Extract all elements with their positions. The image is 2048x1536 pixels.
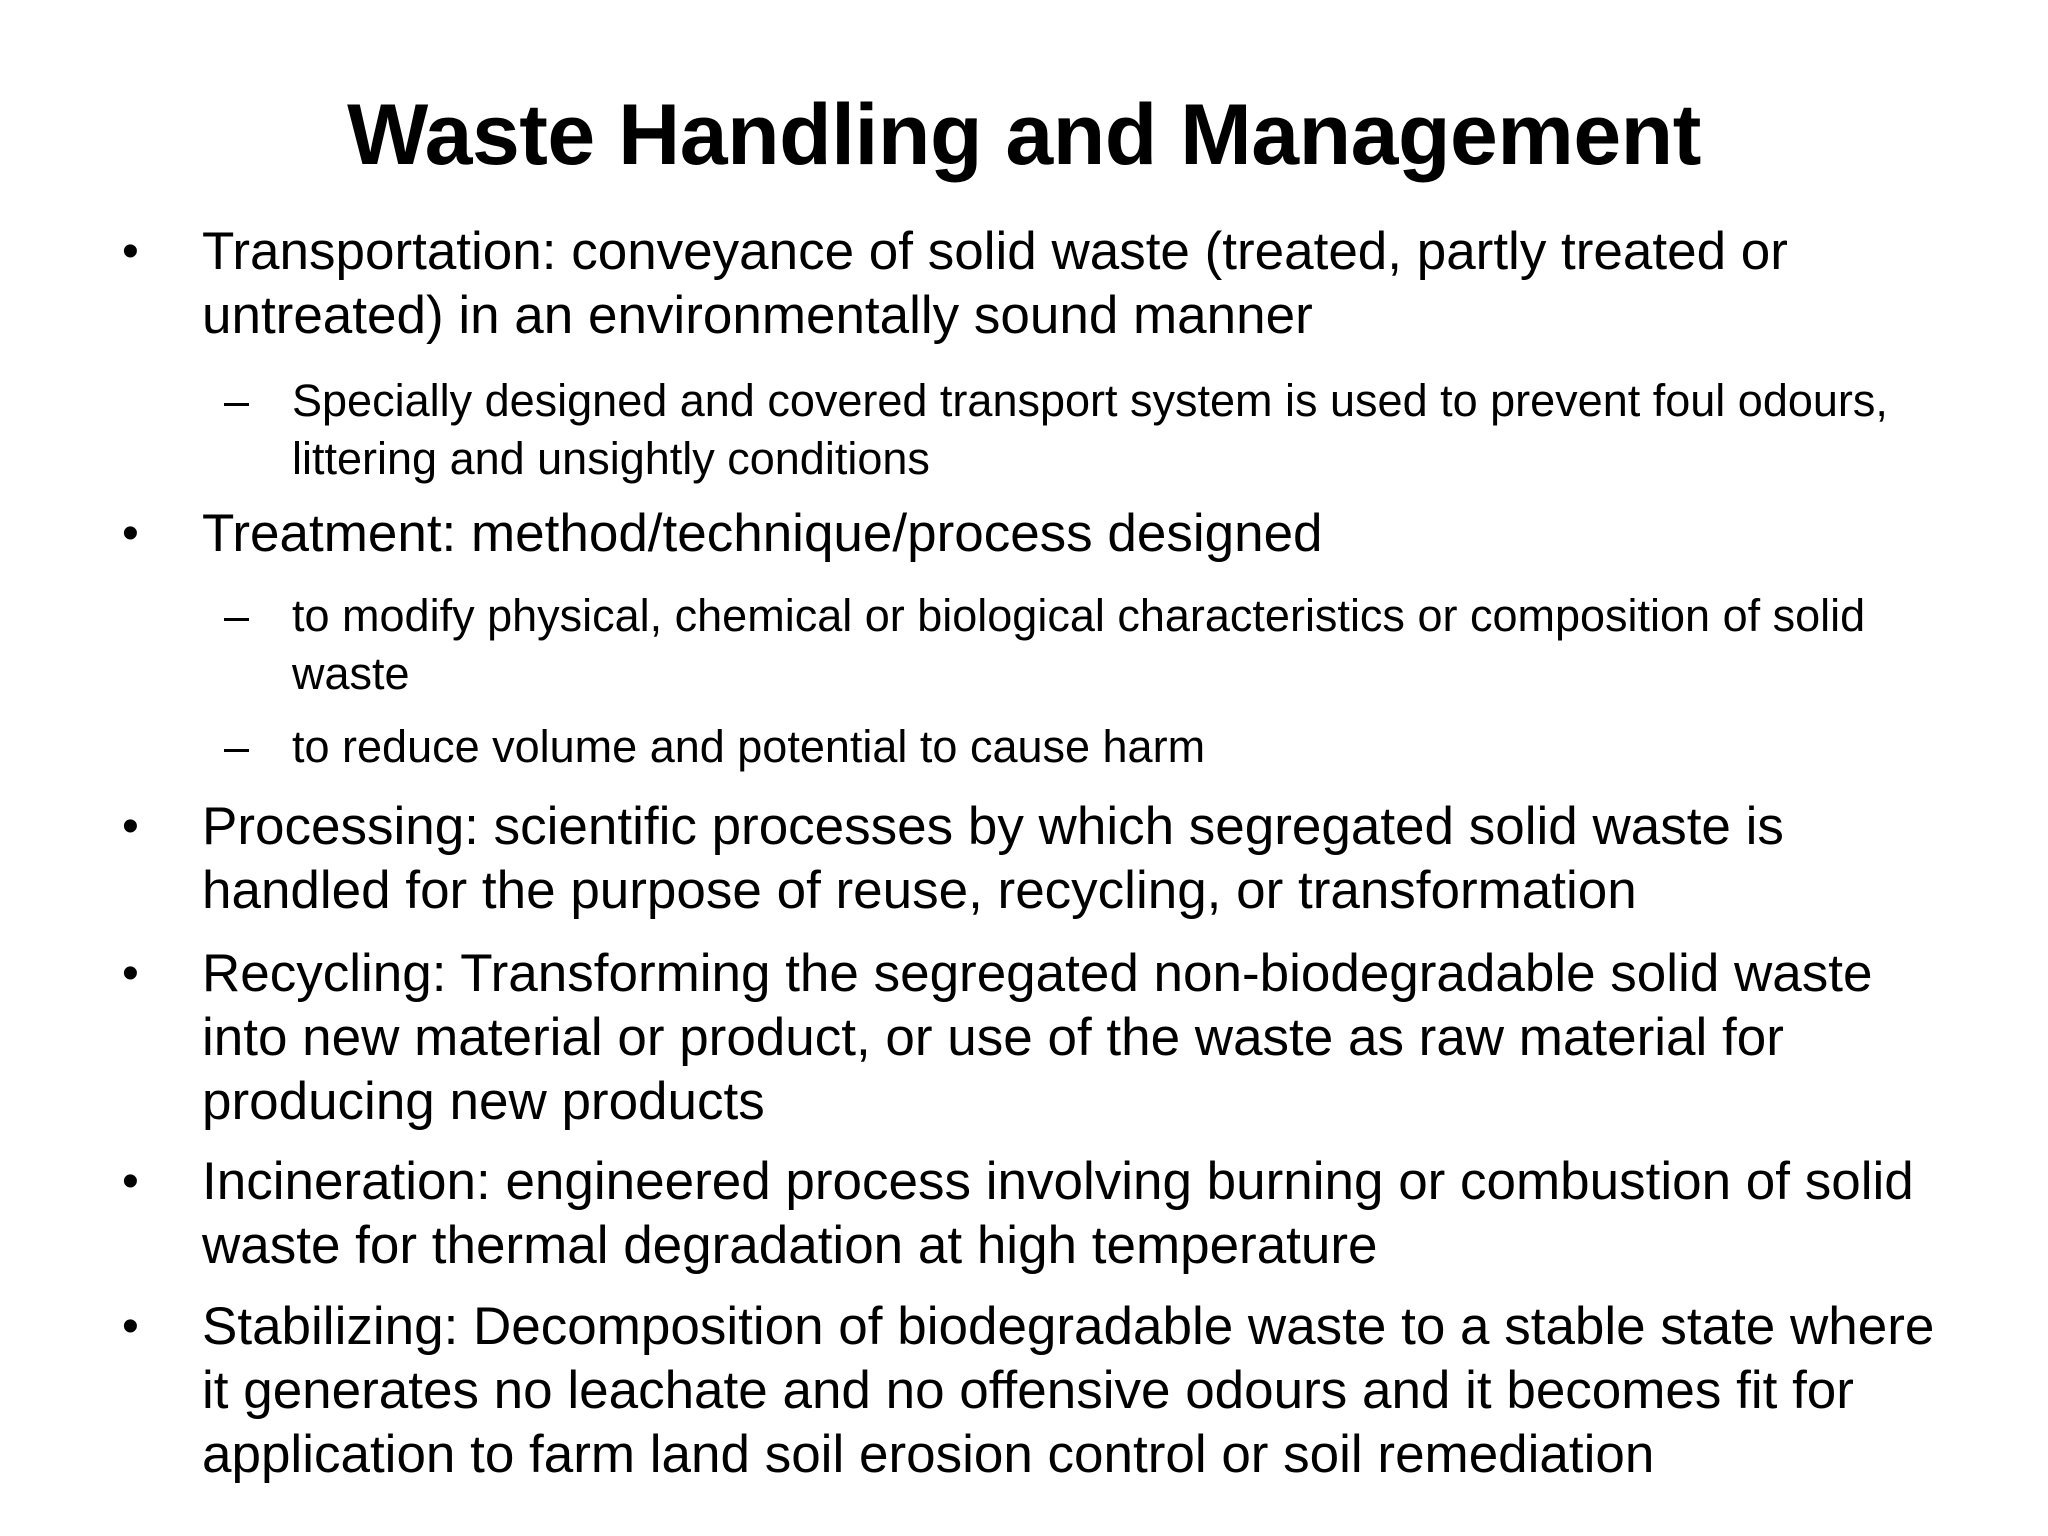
- bullet-text: Transportation: conveyance of solid waste (treated, partly treated or untreated) in an environmentally sound manner: [202, 222, 1788, 345]
- dash-marker: –: [224, 590, 250, 641]
- bullet-text: Stabilizing: Decomposition of biodegradable waste to a stable state where it generates no leachate and no offensive odours and it becomes fit for application to farm land soil erosion control or soil remediation: [202, 1297, 1935, 1484]
- sub-bullet-text: Specially designed and covered transport system is used to prevent foul odours, littering and unsightly conditions: [292, 375, 1888, 484]
- sub-bullet-transport-system: [224, 372, 1942, 488]
- bullet-recycling: [122, 942, 1942, 1134]
- bullet-marker: •: [122, 1300, 139, 1353]
- sub-bullet-reduce-volume: [224, 718, 1942, 776]
- bullet-text: Treatment: method/technique/process designed: [202, 504, 1323, 563]
- bullet-marker: •: [122, 507, 139, 560]
- dash-marker: –: [224, 721, 250, 772]
- bullet-text: Incineration: engineered process involving burning or combustion of solid waste for thermal degradation at high temperature: [202, 1152, 1914, 1275]
- bullet-stabilizing: [122, 1295, 1942, 1487]
- sub-bullet-modify-characteristics: [224, 587, 1942, 703]
- bullet-marker: •: [122, 800, 139, 853]
- bullet-marker: •: [122, 947, 139, 1000]
- bullet-incineration: [122, 1150, 1942, 1278]
- bullet-marker: •: [122, 1155, 139, 1208]
- sub-bullet-text: to modify physical, chemical or biological characteristics or composition of solid waste: [292, 590, 1866, 699]
- bullet-treatment: [122, 502, 1942, 566]
- bullet-processing: [122, 795, 1942, 923]
- bullet-text: Recycling: Transforming the segregated non-biodegradable solid waste into new material or product, or use of the waste as raw material for producing new products: [202, 944, 1873, 1131]
- slide-title: Waste Handling and Management: [347, 87, 1701, 183]
- bullet-marker: •: [122, 225, 139, 278]
- bullet-text: Processing: scientific processes by which segregated solid waste is handled for the purpose of reuse, recycling, or transformation: [202, 797, 1784, 920]
- sub-bullet-text: to reduce volume and potential to cause harm: [292, 721, 1206, 772]
- dash-marker: –: [224, 375, 250, 426]
- bullet-transportation: [122, 220, 1942, 348]
